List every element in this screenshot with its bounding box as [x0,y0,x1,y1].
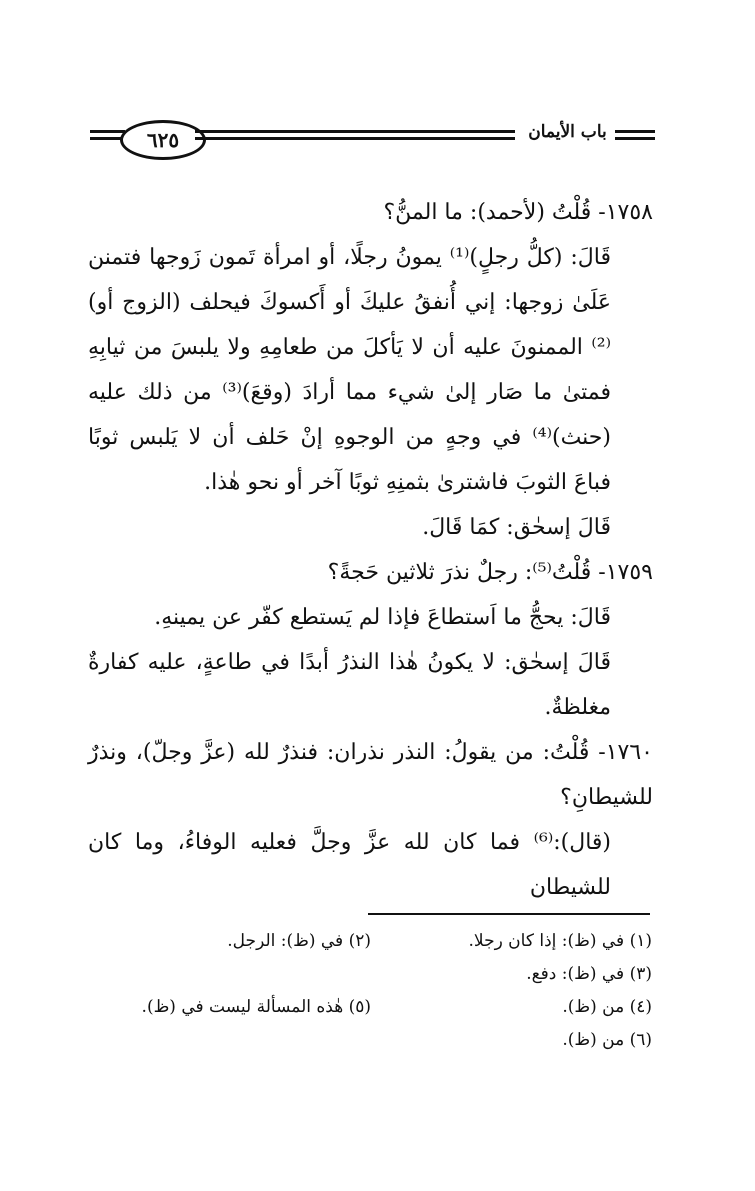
answer-1759-ishaq: قَالَ إسحٰق: لا يكونُ هٰذا النذرُ أبدًا في طاعةٍ، عليه كفارةٌ مغلظةٌ. [88,650,611,720]
main-text [88,190,653,910]
footnote-row [90,1024,652,1057]
footnote-5: (٥) هٰذه المسألة ليست في (ظ). [141,997,371,1017]
question-1760: ١٧٦٠- قُلْتُ: من يقولُ: النذر نذران: فنذرٌ لله (عزَّ وجلّ)، ونذرٌ للشيطانِ؟ [88,740,653,810]
answer-1758-ahmad: قَالَ: (كلُّ رجلٍ)⁽¹⁾ يمونُ رجلًا، أو امرأة تَمون زَوجها فتمنن عَلَىٰ زوجها: إني أُنفقُ عليكَ أو أَكسوكَ فيحلف (الزوج أو)⁽²⁾ الممنونَ عليه أن لا يَأكلَ من طعامِهِ ولا يلبسَ من ثيابِهِ فمتىٰ ما صَار إلىٰ شيء مما أرادَ (وقعَ)⁽³⁾ من ذلك عليه (حنث)⁽⁴⁾ في وجهٍ من الوجوهِ إنْ حَلف أن لا يَلبس ثوبًا فباعَ الثوبَ فاشترىٰ بثمنِهِ ثوبًا آخر أو نحو هٰذا. [88,245,611,495]
footnote-row [90,991,652,1024]
answer-1760: (قال):⁽⁶⁾ فما كان لله عزَّ وجلَّ فعليه الوفاءُ، وما كان للشيطان [88,830,611,900]
footnote-2: (٢) في (ظ): الرجل. [227,931,371,951]
footnotes [90,925,652,1057]
footnote-6: (٦) من (ظ). [562,1030,652,1050]
answer-1758-ishaq: قَالَ إسحٰق: كمَا قَالَ. [422,515,611,540]
page-header [90,118,655,162]
page-number: ٦٢٥ [120,120,206,160]
footnote-row [90,925,652,958]
header-rule-right [615,130,655,144]
footnote-row [90,958,652,991]
answer-1759-ahmad: قَالَ: يحجُّ ما اَستطاعَ فإذا لم يَستطع كفّر عن يمينهِ. [154,605,611,630]
footnote-divider [368,913,650,915]
header-rule-middle [195,130,515,144]
question-1759: ١٧٥٩- قُلْتُ⁽⁵⁾: رجلٌ نذرَ ثلاثين حَجةً؟ [327,560,653,585]
chapter-title: باب الأيمان [528,122,607,142]
footnote-4: (٤) من (ظ). [562,997,652,1017]
footnote-3: (٣) في (ظ): دفع. [526,964,652,984]
question-1758: ١٧٥٨- قُلْتُ (لأحمد): ما المنُّ؟ [383,200,653,225]
footnote-1: (١) في (ظ): إذا كان رجلا. [468,931,652,951]
